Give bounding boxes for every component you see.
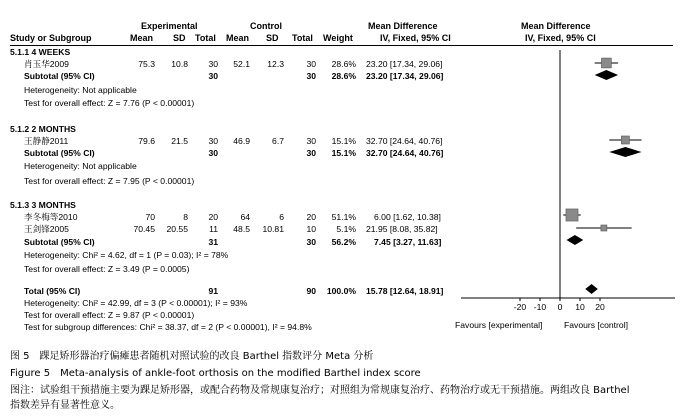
group-title: 5.1.2 2 MONTHS [10, 124, 76, 134]
subtotal-total-c: 30 [306, 71, 316, 81]
mean-e: 79.6 [138, 136, 155, 146]
total-c: 20 [306, 212, 316, 222]
weight: 15.1% [331, 136, 356, 146]
study-weight-square [621, 136, 629, 144]
heterogeneity: Heterogeneity: Not applicable [24, 85, 137, 95]
subtotal-label: Subtotal (95% CI) [24, 71, 95, 81]
total-e: 20 [208, 212, 218, 222]
mean-c: 52.1 [233, 59, 250, 69]
sd-e: 20.55 [166, 224, 188, 234]
study-weight-square [601, 225, 607, 231]
ci: 23.20 [17.34, 29.06] [366, 59, 443, 69]
header-total-e: Total [195, 33, 216, 43]
header-study: Study or Subgroup [10, 33, 92, 43]
subtotal-diamond [567, 235, 584, 245]
x-axis-tick-label: -10 [533, 302, 547, 312]
weight: 51.1% [331, 212, 356, 222]
ci: 21.95 [8.08, 35.82] [366, 224, 438, 234]
heterogeneity: Heterogeneity: Not applicable [24, 161, 137, 171]
overall-effect: Test for overall effect: Z = 7.95 (P < 0.00001) [24, 176, 195, 186]
subtotal-total-e: 31 [208, 237, 218, 247]
header-sd-e: SD [173, 33, 186, 43]
sd-e: 10.8 [171, 59, 188, 69]
header-experimental: Experimental [141, 21, 198, 31]
subtotal-total-e: 30 [208, 71, 218, 81]
total-c: 30 [306, 136, 316, 146]
subtotal-weight: 28.6% [331, 71, 356, 81]
subtotal-diamond [609, 147, 641, 157]
subtotal-label: Subtotal (95% CI) [24, 148, 95, 158]
subtotal-total-e: 30 [208, 148, 218, 158]
sd-e: 8 [183, 212, 188, 222]
sd-c: 12.3 [267, 59, 284, 69]
study-name: 肖玉华2009 [24, 59, 69, 69]
total-e: 30 [208, 136, 218, 146]
mean-c: 46.9 [233, 136, 250, 146]
total-e: 30 [208, 59, 218, 69]
header-md-right: Mean Difference [521, 21, 591, 31]
heterogeneity: Heterogeneity: Chi² = 4.62, df = 1 (P = 0.03); I² = 78% [24, 250, 229, 260]
total-total-e: 91 [208, 286, 218, 296]
total-total-c: 90 [306, 286, 316, 296]
group-title: 5.1.1 4 WEEKS [10, 47, 71, 57]
subtotal-total-c: 30 [306, 148, 316, 158]
subtotal-weight: 15.1% [331, 148, 356, 158]
favours-left-label: Favours [experimental] [455, 320, 543, 330]
study-weight-square [601, 58, 611, 68]
total-heterogeneity: Heterogeneity: Chi² = 42.99, df = 3 (P < 0.00001); I² = 93% [24, 298, 248, 308]
weight: 5.1% [336, 224, 356, 234]
mean-c: 48.5 [233, 224, 250, 234]
total-weight: 100.0% [326, 286, 356, 296]
subtotal-ci: 32.70 [24.64, 40.76] [366, 148, 444, 158]
total-c: 30 [306, 59, 316, 69]
mean-c: 64 [240, 212, 250, 222]
x-axis-tick-label: 0 [557, 302, 563, 312]
subtotal-total-c: 30 [306, 237, 316, 247]
x-axis-tick-label: 10 [575, 302, 585, 312]
sd-c: 6.7 [272, 136, 284, 146]
header-method-right: IV, Fixed, 95% CI [525, 33, 596, 43]
overall-diamond [585, 284, 598, 294]
header-control: Control [250, 21, 282, 31]
subtotal-weight: 56.2% [331, 237, 356, 247]
ci: 6.00 [1.62, 10.38] [374, 212, 441, 222]
subtotal-label: Subtotal (95% CI) [24, 237, 95, 247]
overall-effect: Test for overall effect: Z = 7.76 (P < 0.00001) [24, 98, 195, 108]
caption-cn-title: 图 5 踝足矫形器治疗偏瘫患者随机对照试验的改良 Barthel 指数评分 Meta 分析 [10, 351, 374, 362]
subgroup-differences: Test for subgroup differences: Chi² = 38.37, df = 2 (P < 0.00001), I² = 94.8% [24, 322, 312, 332]
favours-right-label: Favours [control] [564, 320, 628, 330]
group-title: 5.1.3 3 MONTHS [10, 200, 76, 210]
caption-en-title: Figure 5 Meta-analysis of ankle-foot orthosis on the modified Barthel index score [10, 368, 421, 379]
total-overall-effect: Test for overall effect: Z = 9.87 (P < 0.00001) [24, 310, 195, 320]
study-name: 王剑锋2005 [24, 224, 69, 234]
mean-e: 70 [145, 212, 155, 222]
sd-c: 10.81 [262, 224, 284, 234]
study-name: 王静静2011 [24, 136, 69, 146]
total-label: Total (95% CI) [24, 286, 81, 296]
ci: 32.70 [24.64, 40.76] [366, 136, 443, 146]
subtotal-diamond [595, 70, 618, 80]
weight: 28.6% [331, 59, 356, 69]
header-md-left: Mean Difference [368, 21, 438, 31]
header-weight: Weight [323, 33, 353, 43]
sd-c: 6 [279, 212, 284, 222]
study-name: 李冬梅等2010 [24, 212, 78, 222]
mean-e: 75.3 [138, 59, 155, 69]
total-c: 10 [306, 224, 316, 234]
overall-effect: Test for overall effect: Z = 3.49 (P = 0.0005) [24, 264, 190, 274]
mean-e: 70.45 [133, 224, 155, 234]
subtotal-ci: 23.20 [17.34, 29.06] [366, 71, 444, 81]
caption-note-line2: 指数差异有显著性意义。 [10, 400, 120, 411]
subtotal-ci: 7.45 [3.27, 11.63] [374, 237, 442, 247]
header-mean-e: Mean [130, 33, 154, 43]
header-sd-c: SD [266, 33, 279, 43]
x-axis-tick-label: 20 [595, 302, 605, 312]
header-mean-c: Mean [226, 33, 250, 43]
study-weight-square [566, 209, 578, 221]
x-axis-tick-label: -20 [513, 302, 527, 312]
sd-e: 21.5 [171, 136, 188, 146]
total-ci: 15.78 [12.64, 18.91] [366, 286, 444, 296]
total-e: 11 [209, 224, 218, 234]
header-total-c: Total [292, 33, 313, 43]
caption-note-line1: 图注：试验组干预措施主要为踝足矫形器，或配合药物及常规康复治疗；对照组为常规康复治疗、药物治疗或无干预措施。两组改良 Barthel [10, 385, 630, 396]
header-method-left: IV, Fixed, 95% CI [380, 33, 451, 43]
